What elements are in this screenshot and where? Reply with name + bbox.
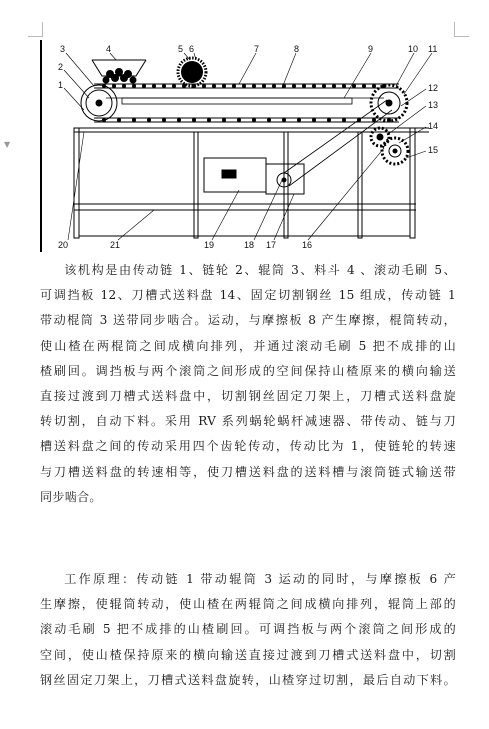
- text-line: 生摩擦，使辊筒转动，使山楂在两辊筒之间成横向排列，辊筒上部的: [40, 597, 456, 612]
- callout-1: 1: [58, 80, 64, 90]
- frame-leg-mid1: [194, 132, 198, 238]
- text-line: 使山楂在两棍筒之间成横向排列，并通过滚动毛刷 5 把不成排的山: [40, 338, 456, 353]
- text-line: 槽送料盘之间的传动采用四个齿轮传动，传动比为 1，使链轮的转速: [40, 439, 456, 454]
- callout-20: 20: [58, 240, 69, 250]
- margin-rule: [40, 40, 42, 252]
- callout-15: 15: [428, 145, 439, 155]
- frame-leg-right: [410, 128, 415, 238]
- callout-14: 14: [428, 121, 439, 131]
- motor: [204, 158, 266, 192]
- left-sprocket: [81, 85, 117, 121]
- text-line: 与刀槽送料盘的转速相等，使刀槽送料盘的送料槽与滚筒链式输送带: [40, 464, 456, 479]
- callout-5: 5: [178, 44, 184, 54]
- callout-11: 11: [428, 44, 438, 54]
- callout-9: 9: [368, 44, 374, 54]
- callout-6: 6: [189, 44, 195, 54]
- machine-diagram: [44, 40, 454, 252]
- paragraph-working-principle: [40, 567, 456, 693]
- callout-13: 13: [428, 100, 439, 110]
- callout-7: 7: [254, 44, 260, 54]
- text-line: 工作原理：传动链 1 带动辊筒 3 运动的同时，与摩擦板 6 产: [64, 572, 456, 586]
- callout-16: 16: [302, 240, 313, 250]
- callout-3: 3: [60, 44, 66, 54]
- frame-leg-mid2: [284, 132, 288, 238]
- text-line: 可调挡板 12、刀槽式送料盘 14、固定切割钢丝 15 组成，传动链 1: [40, 288, 456, 303]
- text-line: 直接过渡到刀槽式送料盘中，切割钢丝固定刀架上，刀槽式送料盘旋: [40, 389, 456, 404]
- text-line: 空间，使山楂保持原来的横向输送直接过渡到刀槽式送料盘中，切割: [40, 647, 456, 662]
- text-line: 同步啮合。: [40, 489, 102, 504]
- callout-18: 18: [244, 240, 255, 250]
- callout-19: 19: [204, 240, 215, 250]
- text-line: 钢丝固定刀架上，刀槽式送料盘旋转，山楂穿过切割，最后自动下料。: [40, 672, 456, 687]
- collapse-arrow-icon[interactable]: ▼: [4, 140, 11, 149]
- rolling-brush: [178, 58, 206, 86]
- callout-8: 8: [294, 44, 300, 54]
- text-line: 楂刷回。调挡板与两个滚筒之间形成的空间保持山楂原来的横向输送: [40, 363, 456, 378]
- callout-4: 4: [106, 44, 112, 54]
- callout-21: 21: [110, 240, 121, 250]
- text-line: 带动棍筒 3 送带同步啮合。运动，与摩擦板 8 产生摩擦，棍筒转动，: [40, 313, 456, 328]
- paragraph-structure: [40, 258, 456, 510]
- crop-mark-top-left: [28, 22, 43, 37]
- crop-mark-top-right: [454, 22, 469, 37]
- callout-12: 12: [428, 83, 439, 93]
- callout-10: 10: [408, 44, 419, 54]
- text-line: 滚动毛刷 5 把不成排的山楂刷回。可调挡板与两个滚筒之间形成的: [40, 622, 456, 637]
- chain-links: [102, 84, 391, 122]
- frame-leg-mid3: [358, 132, 362, 238]
- right-sprocket: [371, 85, 407, 121]
- text-line: 该机构是由传动链 1、链轮 2、辊筒 3、料斗 4 、滚动毛刷 5、: [64, 263, 456, 277]
- hawthorn-fruits: [103, 68, 137, 84]
- text-line: 转切割，自动下料。采用 RV 系列蜗轮蜗杆减速器、带传动、链与刀: [40, 414, 456, 429]
- callout-2: 2: [58, 62, 64, 72]
- callout-17: 17: [266, 240, 277, 250]
